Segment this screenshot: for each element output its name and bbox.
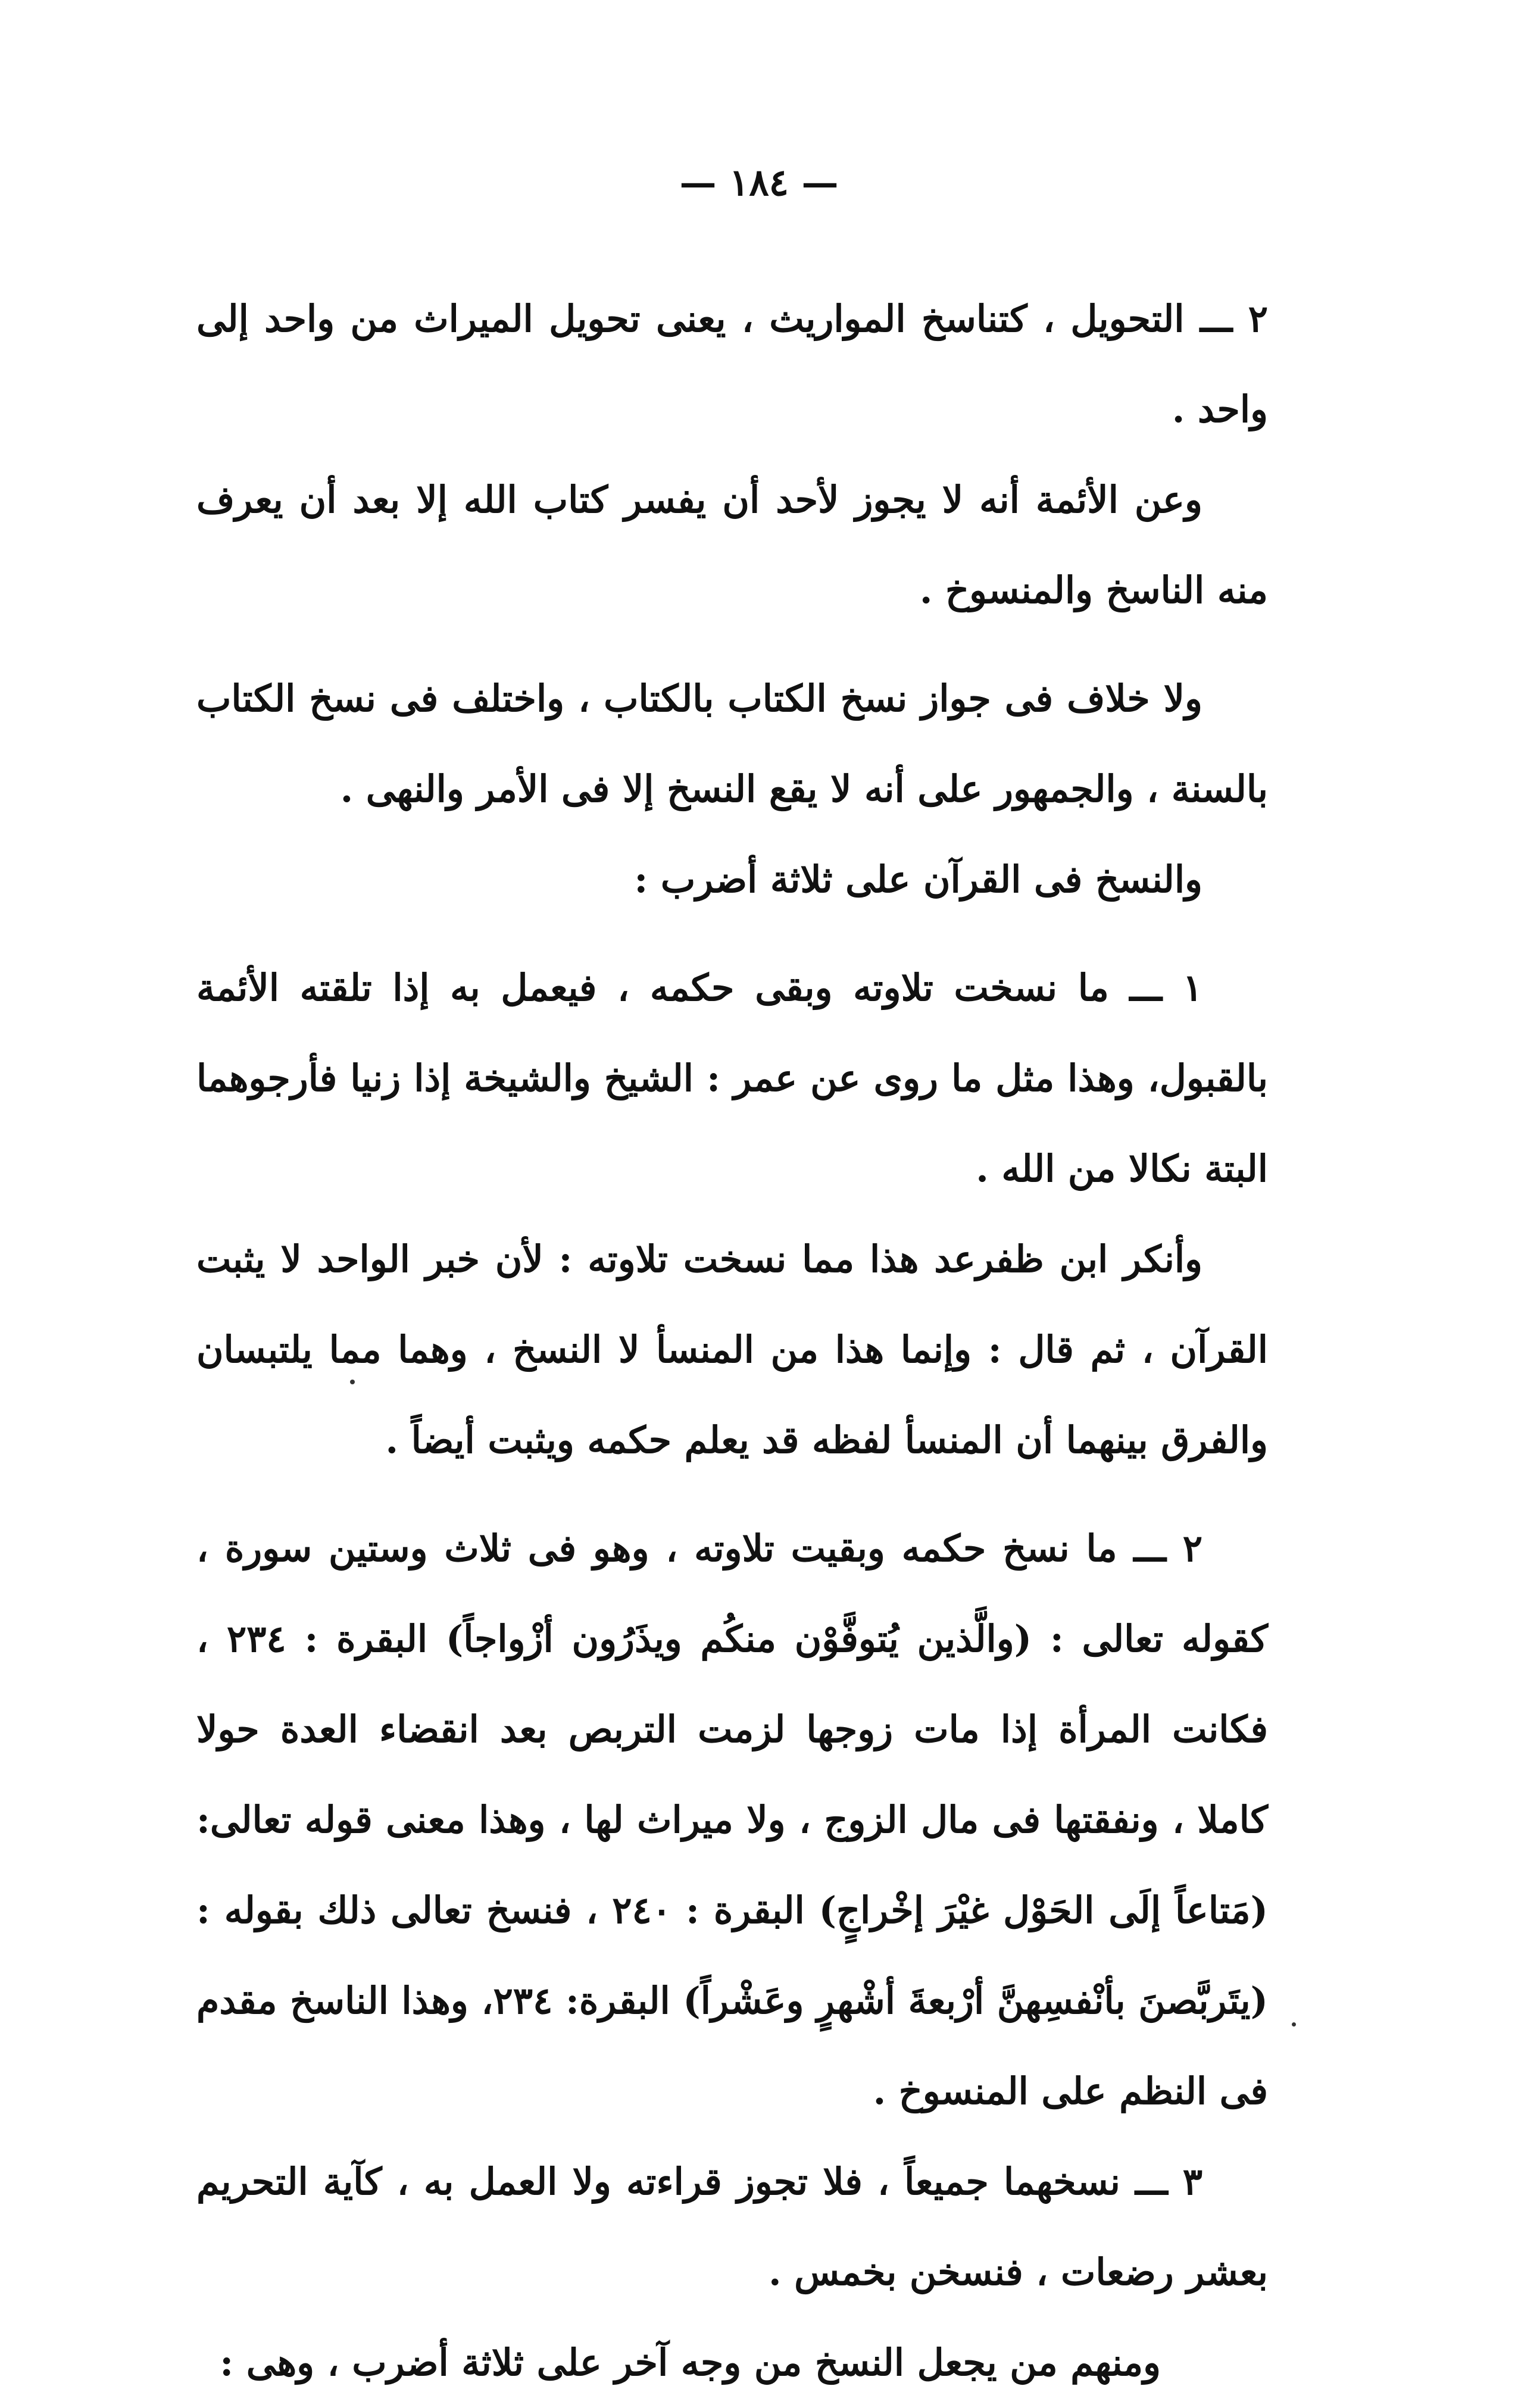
paragraph-three-kinds: والنسخ فى القرآن على ثلاثة أضرب : [634,858,1202,901]
scan-speck [1292,2022,1296,2027]
paragraph-imams: وعن الأئمة أنه لا يجوز لأحد أن يفسر كتاب الله إلا بعد أن يعرف منه الناسخ والمنسوخ . [196,478,1268,612]
body-text [196,274,1268,2408]
paragraph-ibn-zafar: وأنكر ابن ظفرعد هذا مما نسخت تلاوته : لأن خبر الواحد لا يثبت القرآن ، ثم قال : وإنما هذا من المنسأ لا النسخ ، وهما مما يلتبسان والفرق بينهما أن المنسأ لفظه قد يعلم حكمه ويثبت أيضاً . [196,1237,1268,1462]
paragraph-no-dispute: ولا خلاف فى جواز نسخ الكتاب بالكتاب ، واختلف فى نسخ الكتاب بالسنة ، والجمهور على أنه لا يقع النسخ إلا فى الأمر والنهى . [196,677,1268,811]
paragraph-kind-three: ٣ ـــ نسخهما جميعاً ، فلا تجوز قراءته ولا العمل به ، كآية التحريم بعشر رضعات ، فنسخن بخمس . [196,2160,1268,2294]
page-number: — ١٨٤ — [679,161,839,204]
paragraph-kind-one: ١ ـــ ما نسخت تلاوته وبقى حكمه ، فيعمل به إذا تلقته الأئمة بالقبول، وهذا مثل ما روى عن عمر : الشيخ والشيخة إذا زنيا فأرجوهما البتة نكالا من الله . [196,966,1268,1190]
paragraph-transfer: ٢ ـــ التحويل ، كتناسخ المواريث ، يعنى تحويل الميراث من واحد إلى واحد . [196,297,1268,431]
scan-speck [350,1380,355,1384]
paragraph-kind-two: ٢ ـــ ما نسخ حكمه وبقيت تلاوته ، وهو فى ثلاث وستين سورة ، كقوله تعالى : (والَّذين يُتوفَّوْن منكُم ويذَرُون أزْواجاً) البقرة : ٢٣٤ ، فكانت المرأة إذا مات زوجها لزمت التربص بعد انقضاء العدة حولا كاملا ، ونفقتها فى مال الزوج ، ولا ميراث لها ، وهذا معنى قوله تعالى:(مَتاعاً إلَى الحَوْل غيْرَ إخْراجٍ) البقرة : ٢٤٠ ، فنسخ تعالى ذلك بقوله : (يتَربَّصنَ بأنْفسِهنَّ أرْبعةَ أشْهرٍ وعَشْراً) البقرة: ٢٣٤، وهذا الناسخ مقدم فى النظم على المنسوخ . [196,1527,1268,2113]
paragraph-other-view: ومنهم من يجعل النسخ من وجه آخر على ثلاثة أضرب ، وهى : [220,2341,1161,2384]
